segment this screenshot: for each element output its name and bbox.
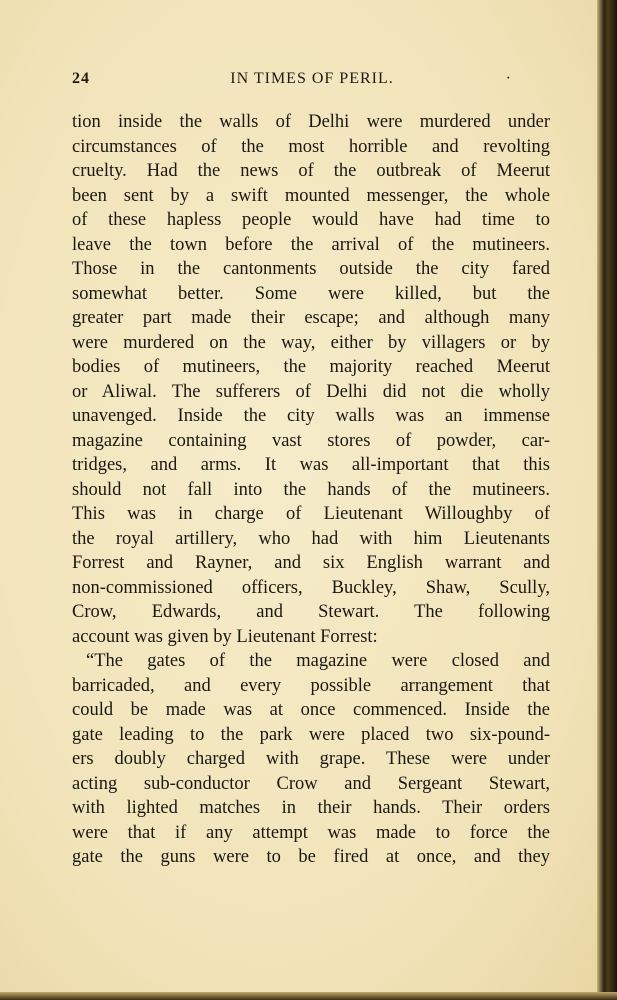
text-line: could be made was at once commenced. Inside the: [72, 700, 550, 720]
text-line: account was given by Lieutenant Forrest:: [72, 626, 378, 647]
text-line: acting sub-conductor Crow and Sergeant Stewart,: [72, 773, 550, 794]
text-line: cruelty. Had the news of the outbreak of Meerut: [72, 161, 550, 181]
text-line: Crow, Edwards, and Stewart. The following: [72, 602, 550, 622]
text-line: This was in charge of Lieutenant Willoughby of: [72, 504, 550, 524]
running-head: [72, 70, 552, 92]
running-title: IN TIMES OF PERIL.: [230, 70, 394, 87]
text-line: leave the town before the arrival of the mutineers.: [72, 234, 550, 255]
text-line: gate the guns were to be fired at once, and they: [72, 847, 550, 867]
text-line: unavenged. Inside the city walls was an immense: [72, 406, 550, 426]
text-line: were that if any attempt was made to force the: [72, 822, 550, 843]
text-line: Forrest and Rayner, and six English warrant and: [72, 553, 550, 573]
text-line: barricaded, and every possible arrangement that: [72, 675, 550, 696]
text-line: non-commissioned officers, Buckley, Shaw, Scully,: [72, 577, 550, 598]
text-line: tion inside the walls of Delhi were murdered under: [72, 112, 550, 132]
text-line: were murdered on the way, either by villagers or by: [72, 332, 550, 353]
header-mark: ·: [505, 70, 512, 87]
text-line: been sent by a swift mounted messenger, the whole: [72, 185, 550, 206]
page-bottom-edge: [0, 992, 617, 1000]
text-line: gate leading to the park were placed two six-pound-: [72, 724, 550, 745]
text-line: bodies of mutineers, the majority reached Meerut: [72, 357, 550, 377]
text-line: or Aliwal. The sufferers of Delhi did not die wholly: [72, 381, 550, 402]
text-line: Those in the cantonments outside the city fared: [72, 259, 550, 279]
text-line: with lighted matches in their hands. Their orders: [72, 798, 550, 818]
text-line: greater part made their escape; and although many: [72, 308, 550, 328]
text-line: tridges, and arms. It was all-important that this: [72, 455, 550, 475]
text-line: the royal artillery, who had with him Lieutenants: [72, 528, 550, 549]
page-number: 24: [72, 70, 90, 87]
body-text: [72, 110, 550, 870]
text-line: magazine containing vast stores of powder, car-: [72, 430, 550, 451]
text-line: should not fall into the hands of the mutineers.: [72, 479, 550, 500]
text-line: circumstances of the most horrible and revolting: [72, 136, 550, 157]
text-line: somewhat better. Some were killed, but the: [72, 283, 550, 304]
text-line: of these hapless people would have had time to: [72, 210, 550, 230]
book-spine-shadow: [597, 0, 617, 1000]
text-line: “The gates of the magazine were closed and: [86, 651, 550, 671]
text-line: ers doubly charged with grape. These were under: [72, 749, 550, 769]
